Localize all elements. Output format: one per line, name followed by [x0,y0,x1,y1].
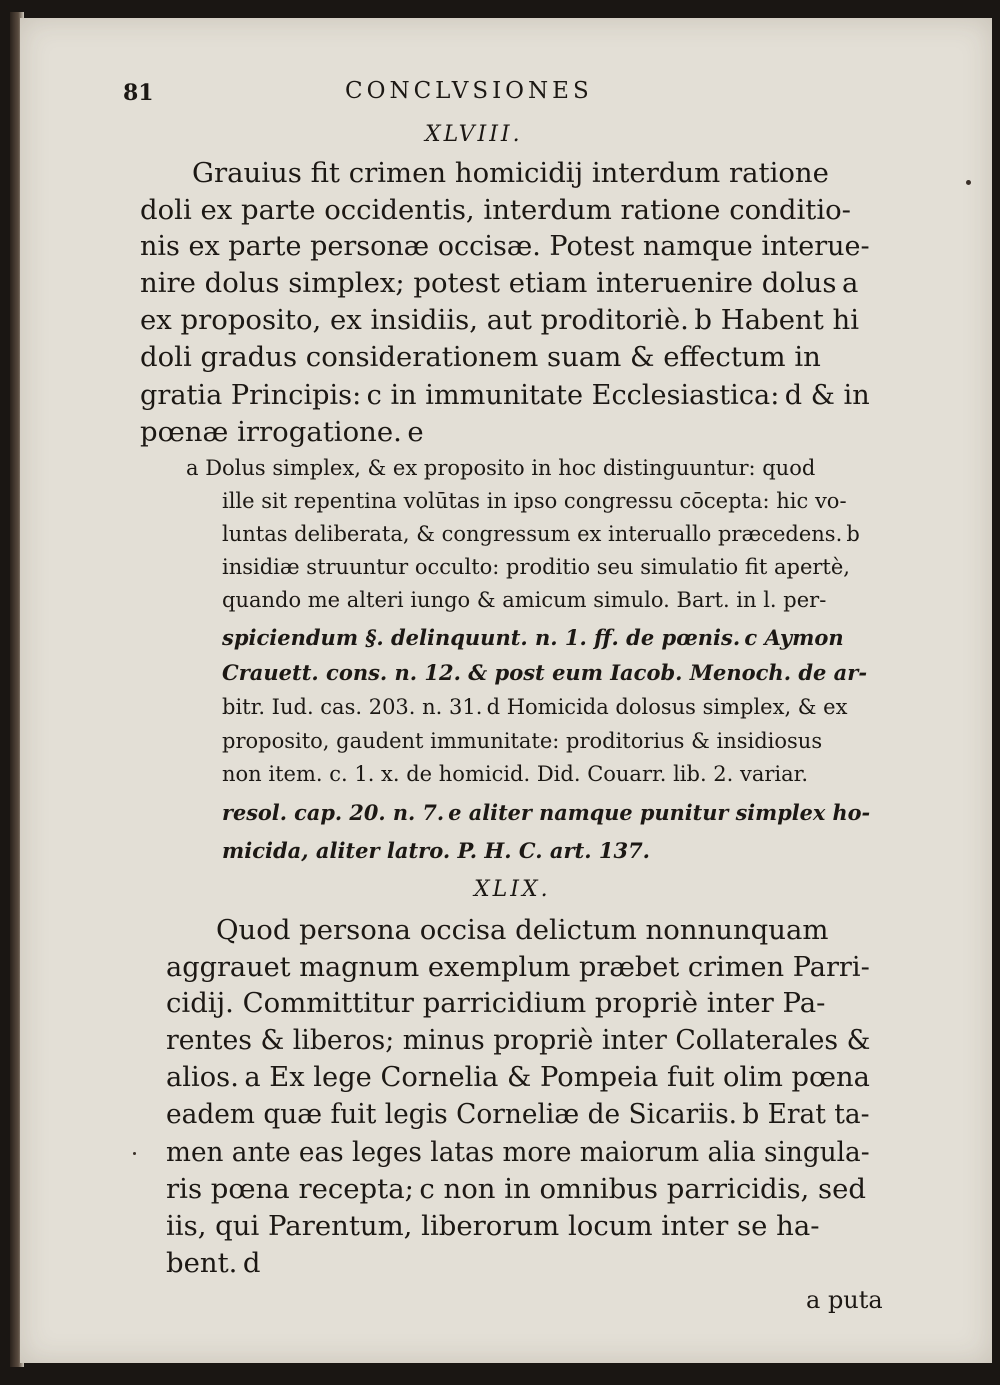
body-line: alios. a Ex lege Cornelia & Pompeia fuit olim pœna [166,1061,870,1093]
section-number: XLIX. [474,877,551,902]
body-line: nis ex parte personæ occisæ. Potest namque interue- [140,230,870,262]
body-line: rentes & liberos; minus propriè inter Collaterales & [166,1024,871,1056]
catchword: a puta [806,1286,883,1314]
note-line: quando me alteri iungo & amicum simulo. Bart. in l. per- [222,588,827,612]
note-line: a Dolus simplex, & ex proposito in hoc distinguuntur: quod [186,456,816,480]
body-line: men ante eas leges latas more maiorum alia singula- [166,1136,870,1168]
body-line: ex proposito, ex insidiis, aut proditoriè. b Habent hi [140,304,859,336]
note-line: luntas deliberata, & congressum ex interuallo præcedens. b [222,522,860,546]
body-line: Quod persona occisa delictum nonnunquam [216,914,829,946]
body-line: Grauius fit crimen homicidij interdum ratione [192,157,829,189]
note-line: bitr. Iud. cas. 203. n. 31. d Homicida dolosus simplex, & ex [222,695,848,719]
note-line: Crauett. cons. n. 12. & post eum Iacob. Menoch. de ar- [222,660,868,685]
body-line: doli ex parte occidentis, interdum ratione conditio- [140,194,851,226]
body-line: gratia Principis: c in immunitate Ecclesiastica: d & in [140,379,870,411]
note-line: resol. cap. 20. n. 7. e aliter namque punitur simplex ho- [222,800,871,825]
body-line: doli gradus considerationem suam & effectum in [140,341,821,373]
ink-speck [133,1152,136,1155]
body-line: eadem quæ fuit legis Corneliæ de Sicariis. b Erat ta- [166,1098,870,1130]
body-line: iis, qui Parentum, liberorum locum inter se ha- [166,1210,820,1242]
body-line: nire dolus simplex; potest etiam interuenire dolus a [140,267,859,299]
body-line: aggrauet magnum exemplum præbet crimen Parri- [166,951,870,983]
note-line: insidiæ struuntur occulto: proditio seu simulatio fit apertè, [222,555,850,579]
note-line: proposito, gaudent immunitate: proditorius & insidiosus [222,729,823,753]
ink-speck [966,180,971,185]
body-line: ris pœna recepta; c non in omnibus parricidis, sed [166,1173,867,1205]
section-number: XLVIII. [425,122,523,147]
page-number: 81 [123,80,154,106]
note-line: non item. c. 1. x. de homicid. Did. Couarr. lib. 2. variar. [222,762,809,786]
body-line: pœnæ irrogatione. e [140,416,424,448]
body-line: bent. d [166,1247,261,1279]
note-line: micida, aliter latro. P. H. C. art. 137. [222,838,650,863]
running-title: CONCLVSIONES [345,78,593,104]
note-line: ille sit repentina volūtas in ipso congressu cōcepta: hic vo- [222,489,847,513]
note-line: spiciendum §. delinquunt. n. 1. ff. de pœnis. c Aymon [222,625,844,650]
body-line: cidij. Committitur parricidium propriè inter Pa- [166,987,826,1019]
